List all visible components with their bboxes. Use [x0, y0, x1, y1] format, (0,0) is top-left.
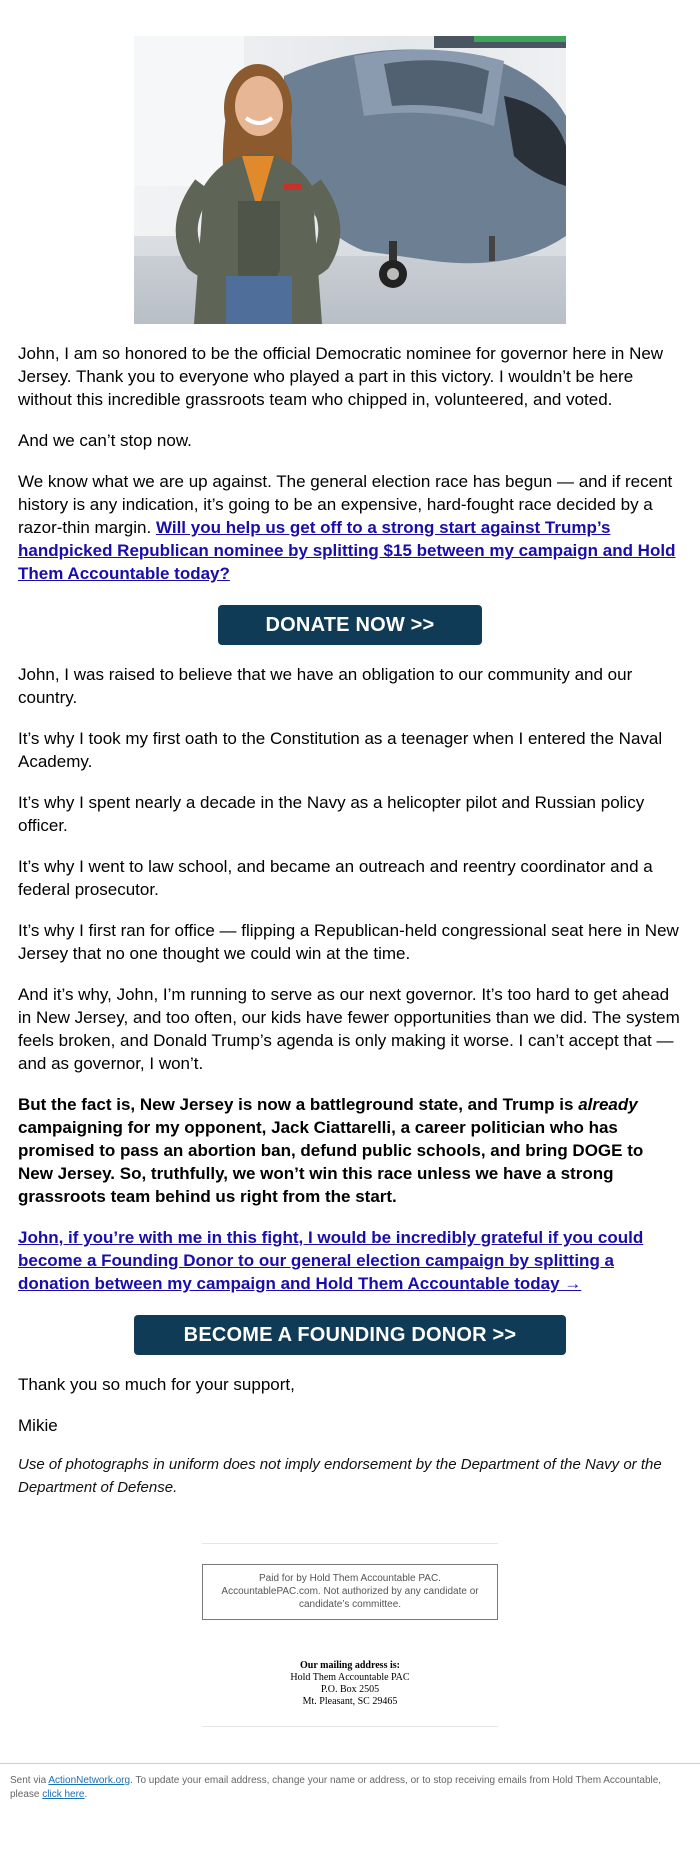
- footer-middle: . To update your email address, change your name or address, or to stop receiving emails from Hold Them Accountable, please: [10, 1775, 662, 1800]
- mailing-box: P.O. Box 2505: [320, 1684, 380, 1695]
- navy-paragraph: It’s why I spent nearly a decade in the Navy as a helicopter pilot and Russian policy officer.: [18, 793, 645, 835]
- paid-for-box: [202, 1564, 498, 1620]
- general-election-paragraph: [18, 470, 682, 585]
- become-founding-donor-button[interactable]: BECOME A FOUNDING DONOR >>: [134, 1315, 566, 1355]
- obligation-paragraph: John, I was raised to believe that we have an obligation to our community and our country.: [18, 665, 633, 707]
- signature: Mikie: [18, 1416, 58, 1435]
- uniform-disclaimer: Use of photographs in uniform does not imply endorsement by the Department of the Navy or the Department of Defense.: [18, 1456, 662, 1496]
- donate-now-button[interactable]: DONATE NOW >>: [218, 605, 482, 645]
- battleground-text-b: campaigning for my opponent, Jack Ciattarelli, a career politician who has promised to pass an abortion ban, defund public schools, and bring DOGE to New Jersey. So, truthfully, we won’t win this race unless we have a strong grassroots team behind us right from the start.: [18, 1118, 644, 1206]
- hero-image-container: [0, 0, 700, 324]
- actionnetwork-link[interactable]: ActionNetwork.org: [48, 1775, 131, 1786]
- split-15-link[interactable]: Will you help us get off to a strong start against Trump’s handpicked Republican nominee by splitting $15 between my campaign and Hold Them Accountable today?: [18, 518, 676, 583]
- governor-paragraph: And it’s why, John, I’m running to serve as our next governor. It’s too hard to get ahead in New Jersey, and too often, our kids have fewer opportunities than we did. The system feels broken, and Donald Trump’s agenda is only making it worse. I can’t accept that — and as governor, I won’t.: [18, 985, 680, 1073]
- mailing-city: Mt. Pleasant, SC 29465: [302, 1696, 398, 1707]
- unsubscribe-link[interactable]: click here: [42, 1789, 85, 1800]
- paid-for-line1: Paid for by Hold Them Accountable PAC.: [259, 1573, 441, 1584]
- mailing-heading: Our mailing address is:: [300, 1660, 400, 1671]
- divider-top: [202, 1543, 498, 1544]
- intro-paragraph: John, I am so honored to be the official Democratic nominee for governor here in New Jersey. Thank you to everyone who played a part in this victory. I wouldn’t be here without this incredible grassroots team who chipped in, volunteered, and voted.: [18, 344, 664, 409]
- hero-photo: [134, 36, 566, 324]
- thanks-paragraph: Thank you so much for your support,: [18, 1375, 295, 1394]
- mailing-address: [0, 1660, 700, 1708]
- battleground-text-a: But the fact is, New Jersey is now a battleground state, and Trump is: [18, 1095, 579, 1114]
- mailing-name: Hold Them Accountable PAC: [290, 1672, 410, 1683]
- email-body: [0, 342, 700, 1499]
- cant-stop-paragraph: And we can’t stop now.: [18, 431, 192, 450]
- hero-illustration: [134, 36, 566, 324]
- footer-prefix: Sent via: [10, 1775, 49, 1786]
- founding-donor-link[interactable]: John, if you’re with me in this fight, I would be incredibly grateful if you could become a Founding Donor to our general election campaign by splitting a donation between my campaign and Hold Them Accountable today →: [18, 1228, 644, 1293]
- law-school-paragraph: It’s why I went to law school, and became an outreach and reentry coordinator and a federal prosecutor.: [18, 857, 653, 899]
- divider-bottom: [202, 1726, 498, 1727]
- general-election-text: We know what we are up against. The general election race has begun — and if recent history is any indication, it’s going to be an expensive, hard-fought race decided by a razor-thin margin.: [18, 472, 673, 537]
- footer: [0, 1764, 700, 1816]
- battleground-paragraph: [18, 1093, 682, 1208]
- battleground-emphasis: already: [578, 1095, 638, 1114]
- naval-academy-paragraph: It’s why I took my first oath to the Constitution as a teenager when I entered the Naval Academy.: [18, 729, 663, 771]
- congress-paragraph: It’s why I first ran for office — flipping a Republican-held congressional seat here in New Jersey that no one thought we could win at the time.: [18, 921, 679, 963]
- paid-for-line2: AccountablePAC.com. Not authorized by any candidate or candidate’s committee.: [221, 1586, 479, 1610]
- footer-suffix: .: [84, 1789, 88, 1800]
